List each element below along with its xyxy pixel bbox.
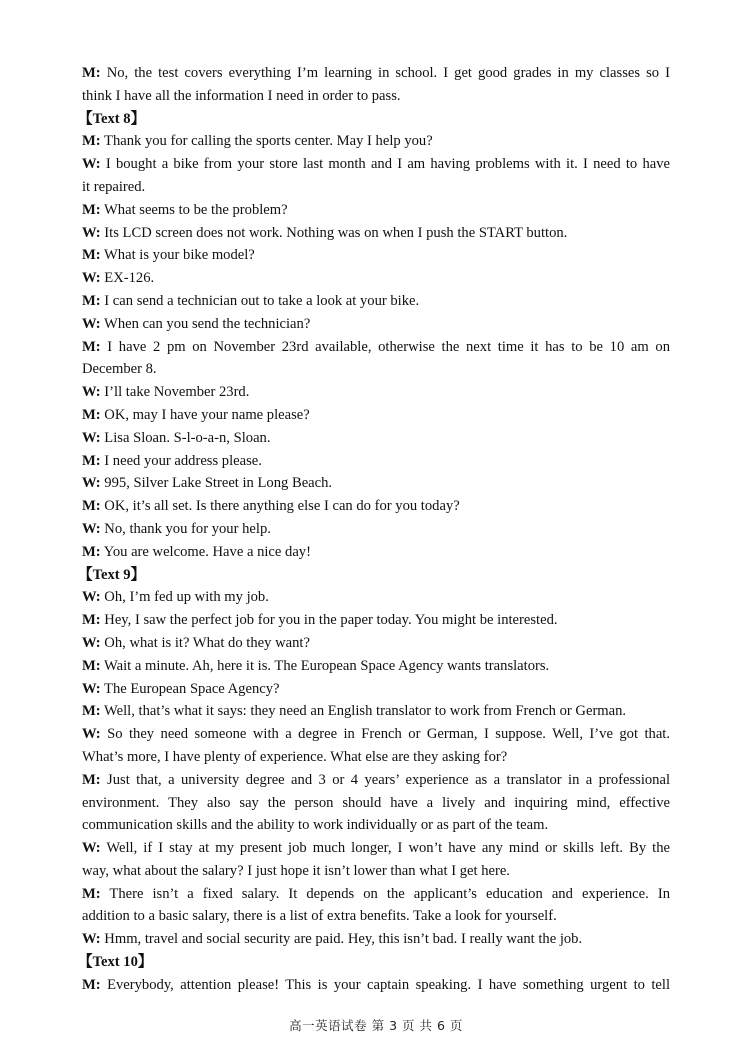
dialogue-line bbox=[82, 222, 670, 245]
dialogue-line bbox=[82, 769, 670, 792]
dialogue-line bbox=[82, 837, 670, 860]
dialogue-line bbox=[82, 336, 670, 359]
section-heading bbox=[78, 564, 670, 587]
dialogue-text: Everybody, attention please! This is your captain speaking. I have something urgent to tell bbox=[100, 976, 670, 993]
dialogue-line bbox=[82, 427, 670, 450]
dialogue-text: Oh, I’m fed up with my job. bbox=[100, 589, 269, 606]
dialogue-text: environment. They also say the person should have a lively and inquiring mind, effective bbox=[82, 794, 670, 811]
dialogue-continuation bbox=[82, 176, 670, 199]
dialogue-text: Well, if I stay at my present job much longer, I won’t have any mind or skills left. By the bbox=[100, 840, 670, 857]
speaker-label: W: bbox=[82, 589, 101, 606]
dialogue-text: When can you send the technician? bbox=[100, 315, 311, 332]
dialogue-text: it repaired. bbox=[82, 178, 146, 195]
dialogue-text: Hmm, travel and social security are paid. Hey, this isn’t bad. I really want the job. bbox=[100, 931, 583, 948]
dialogue-text: Its LCD screen does not work. Nothing was on when I push the START button. bbox=[100, 224, 568, 241]
dialogue-text: I can send a technician out to take a look at your bike. bbox=[100, 292, 420, 309]
speaker-label: W: bbox=[82, 520, 101, 537]
dialogue-line bbox=[82, 472, 670, 495]
dialogue-text: There isn’t a fixed salary. It depends on the applicant’s education and experience. In bbox=[100, 885, 670, 902]
dialogue-text: addition to a basic salary, there is a list of extra benefits. Take a look for yourself. bbox=[82, 908, 557, 925]
dialogue-line bbox=[82, 153, 670, 176]
dialogue-text: communication skills and the ability to work individually or as part of the team. bbox=[82, 817, 549, 834]
speaker-label: W: bbox=[82, 315, 101, 332]
speaker-label: W: bbox=[82, 840, 101, 857]
dialogue-continuation bbox=[82, 905, 670, 928]
speaker-label: M: bbox=[82, 612, 101, 629]
dialogue-text: Oh, what is it? What do they want? bbox=[100, 634, 310, 651]
dialogue-text: What is your bike model? bbox=[100, 247, 255, 264]
dialogue-line bbox=[82, 267, 670, 290]
dialogue-line bbox=[82, 586, 670, 609]
speaker-label: M: bbox=[82, 771, 101, 788]
dialogue-text: No, the test covers everything I’m learning in school. I get good grades in my classes so I bbox=[100, 65, 670, 81]
section-heading-label: 【Text 8】 bbox=[78, 110, 146, 127]
dialogue-continuation bbox=[82, 85, 670, 108]
dialogue-continuation bbox=[82, 814, 670, 837]
section-heading-label: 【Text 10】 bbox=[78, 954, 153, 971]
dialogue-text: No, thank you for your help. bbox=[100, 520, 271, 537]
dialogue-line bbox=[82, 883, 670, 906]
dialogue-line bbox=[82, 199, 670, 222]
dialogue-text: I’ll take November 23rd. bbox=[100, 384, 250, 401]
speaker-label: M: bbox=[82, 976, 101, 993]
speaker-label: M: bbox=[82, 498, 101, 515]
dialogue-line bbox=[82, 541, 670, 564]
dialogue-line bbox=[82, 62, 670, 85]
dialogue-line bbox=[82, 130, 670, 153]
section-heading-label: 【Text 9】 bbox=[78, 566, 146, 583]
dialogue-text: think I have all the information I need in order to pass. bbox=[82, 87, 401, 104]
speaker-label: M: bbox=[82, 338, 101, 355]
dialogue-line bbox=[82, 244, 670, 267]
dialogue-line bbox=[82, 381, 670, 404]
dialogue-line bbox=[82, 632, 670, 655]
dialogue-line bbox=[82, 723, 670, 746]
speaker-label: M: bbox=[82, 65, 101, 81]
dialogue-continuation bbox=[82, 860, 670, 883]
speaker-label: W: bbox=[82, 270, 101, 287]
dialogue-line bbox=[82, 313, 670, 336]
speaker-label: W: bbox=[82, 429, 101, 446]
speaker-label: W: bbox=[82, 680, 101, 697]
dialogue-text: I bought a bike from your store last month and I am having problems with it. I need to have bbox=[100, 156, 670, 173]
dialogue-text: I need your address please. bbox=[100, 452, 262, 469]
speaker-label: M: bbox=[82, 292, 101, 309]
dialogue-text: Just that, a university degree and 3 or 4 years’ experience as a translator in a professional bbox=[100, 771, 670, 788]
dialogue-continuation bbox=[82, 746, 670, 769]
dialogue-text: You are welcome. Have a nice day! bbox=[100, 543, 311, 560]
dialogue-line bbox=[82, 928, 670, 951]
dialogue-continuation bbox=[82, 358, 670, 381]
page-footer: 高一英语试卷 第 3 页 共 6 页 bbox=[289, 1018, 463, 1033]
speaker-label: M: bbox=[82, 201, 101, 218]
speaker-label: W: bbox=[82, 384, 101, 401]
dialogue-text: 995, Silver Lake Street in Long Beach. bbox=[100, 475, 333, 492]
dialogue-line bbox=[82, 450, 670, 473]
speaker-label: W: bbox=[82, 726, 101, 743]
speaker-label: W: bbox=[82, 475, 101, 492]
speaker-label: W: bbox=[82, 931, 101, 948]
dialogue-line bbox=[82, 609, 670, 632]
dialogue-continuation bbox=[82, 792, 670, 815]
dialogue-text: EX-126. bbox=[100, 270, 155, 287]
speaker-label: M: bbox=[82, 657, 101, 674]
dialogue-text: OK, may I have your name please? bbox=[100, 406, 310, 423]
speaker-label: M: bbox=[82, 133, 101, 150]
dialogue-line bbox=[82, 518, 670, 541]
dialogue-line bbox=[82, 495, 670, 518]
dialogue-line bbox=[82, 290, 670, 313]
speaker-label: M: bbox=[82, 452, 101, 469]
document-page bbox=[78, 62, 670, 997]
section-heading bbox=[78, 951, 670, 974]
speaker-label: M: bbox=[82, 703, 101, 720]
dialogue-text: The European Space Agency? bbox=[100, 680, 280, 697]
dialogue-text: What seems to be the problem? bbox=[100, 201, 288, 218]
dialogue-text: Thank you for calling the sports center. May I help you? bbox=[100, 133, 433, 150]
speaker-label: M: bbox=[82, 543, 101, 560]
dialogue-text: What’s more, I have plenty of experience. What else are they asking for? bbox=[82, 748, 508, 765]
dialogue-text: So they need someone with a degree in French or German, I suppose. Well, I’ve got that. bbox=[100, 726, 670, 743]
dialogue-text: December 8. bbox=[82, 361, 157, 378]
dialogue-line bbox=[82, 655, 670, 678]
speaker-label: M: bbox=[82, 406, 101, 423]
dialogue-text: Well, that’s what it says: they need an English translator to work from French or German. bbox=[100, 703, 627, 720]
dialogue-text: Wait a minute. Ah, here it is. The European Space Agency wants translators. bbox=[100, 657, 550, 674]
speaker-label: M: bbox=[82, 885, 101, 902]
dialogue-text: Hey, I saw the perfect job for you in the paper today. You might be interested. bbox=[100, 612, 558, 629]
dialogue-text: I have 2 pm on November 23rd available, otherwise the next time it has to be 10 am on bbox=[100, 338, 670, 355]
dialogue-line bbox=[82, 678, 670, 701]
dialogue-text: Lisa Sloan. S-l-o-a-n, Sloan. bbox=[100, 429, 271, 446]
speaker-label: W: bbox=[82, 634, 101, 651]
dialogue-text: OK, it’s all set. Is there anything else I can do for you today? bbox=[100, 498, 460, 515]
section-heading bbox=[78, 108, 670, 131]
speaker-label: W: bbox=[82, 224, 101, 241]
dialogue-line bbox=[82, 404, 670, 427]
dialogue-line bbox=[82, 974, 670, 997]
dialogue-line bbox=[82, 700, 670, 723]
speaker-label: M: bbox=[82, 247, 101, 264]
dialogue-text: way, what about the salary? I just hope it isn’t lower than what I get here. bbox=[82, 862, 510, 879]
speaker-label: W: bbox=[82, 156, 101, 173]
